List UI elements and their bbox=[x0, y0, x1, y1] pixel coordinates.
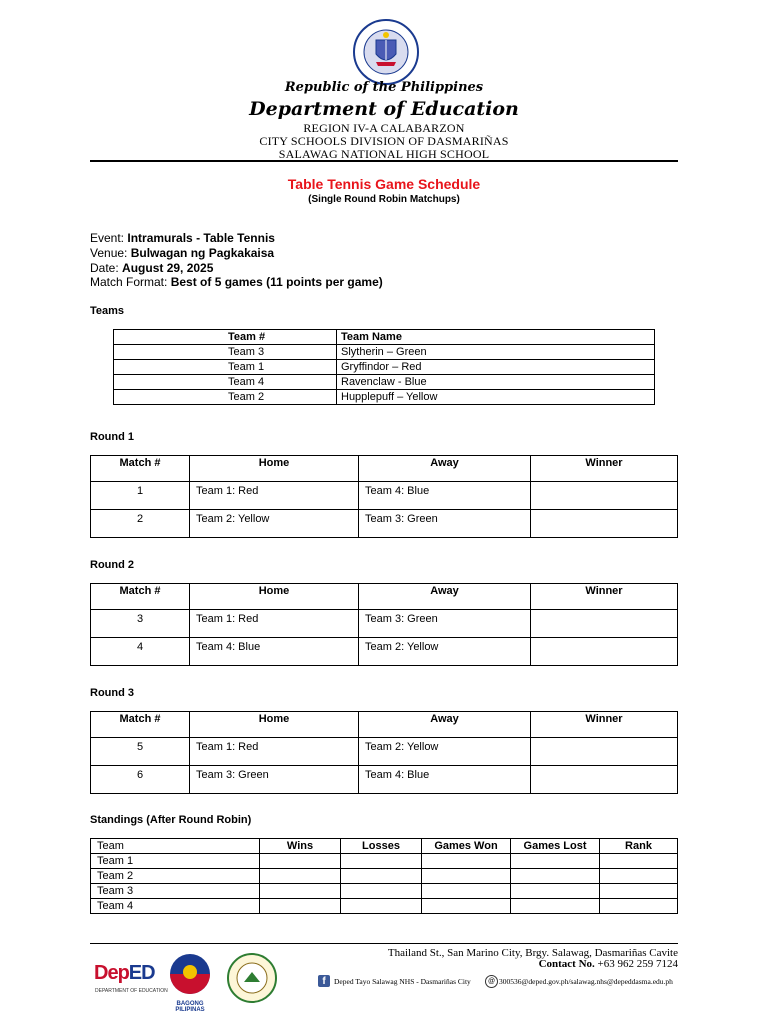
teams-table bbox=[113, 329, 655, 405]
contact-label: Contact No. bbox=[538, 958, 595, 970]
bagong-pilipinas-label: BAGONG PILIPINAS bbox=[175, 1001, 205, 1013]
round-2-heading: Round 2 bbox=[90, 559, 134, 571]
table-row bbox=[91, 482, 678, 510]
header-home: Home bbox=[190, 712, 359, 738]
document-subtitle: (Single Round Robin Matchups) bbox=[308, 194, 460, 205]
rank-cell[interactable] bbox=[600, 884, 678, 899]
games-lost-cell[interactable] bbox=[511, 899, 600, 914]
contact-number: +63 962 259 7124 bbox=[597, 958, 678, 970]
footer-divider bbox=[90, 943, 678, 944]
games-won-cell[interactable] bbox=[422, 884, 511, 899]
header-team: Team bbox=[91, 839, 260, 854]
format-value: Best of 5 games (11 points per game) bbox=[170, 275, 383, 289]
header-away: Away bbox=[359, 584, 531, 610]
footer-address: Thailand St., San Marino City, Brgy. Salawag, Dasmariñas Cavite bbox=[387, 947, 678, 959]
winner-cell[interactable] bbox=[531, 510, 678, 538]
header-rank: Rank bbox=[600, 839, 678, 854]
email-icon: @ bbox=[485, 975, 498, 988]
home-cell: Team 2: Yellow bbox=[190, 510, 359, 538]
region-line: REGION IV-A CALABARZON bbox=[303, 121, 465, 135]
away-cell: Team 3: Green bbox=[359, 510, 531, 538]
table-row bbox=[91, 610, 678, 638]
header-team-name: Team Name bbox=[337, 330, 655, 345]
round-3-table bbox=[90, 711, 678, 794]
losses-cell[interactable] bbox=[341, 854, 422, 869]
footer-contact bbox=[539, 958, 678, 970]
table-header-row bbox=[91, 712, 678, 738]
team-num-cell: Team 2 bbox=[114, 390, 337, 405]
department-heading: Department of Education bbox=[249, 98, 519, 120]
header-games-lost: Games Lost bbox=[511, 839, 600, 854]
round-1-table bbox=[90, 455, 678, 538]
standings-table bbox=[90, 838, 678, 914]
home-cell: Team 1: Red bbox=[190, 738, 359, 766]
header-match: Match # bbox=[91, 584, 190, 610]
table-header-row bbox=[114, 330, 655, 345]
table-row bbox=[91, 738, 678, 766]
deped-seal bbox=[352, 18, 420, 86]
round-2-table bbox=[90, 583, 678, 666]
document-title: Table Tennis Game Schedule bbox=[287, 176, 481, 192]
away-cell: Team 2: Yellow bbox=[359, 638, 531, 666]
school-logo bbox=[226, 952, 278, 1004]
away-cell: Team 4: Blue bbox=[359, 766, 531, 794]
table-row bbox=[91, 510, 678, 538]
team-num-cell: Team 1 bbox=[114, 360, 337, 375]
division-line: CITY SCHOOLS DIVISION OF DASMARIÑAS bbox=[259, 134, 509, 148]
date-value: August 29, 2025 bbox=[122, 261, 214, 275]
email-address[interactable]: 300536@deped.gov.ph/salawag.nhs@depeddasma.edu.ph bbox=[499, 977, 673, 986]
match-num-cell: 4 bbox=[91, 638, 190, 666]
header-match: Match # bbox=[91, 712, 190, 738]
home-cell: Team 4: Blue bbox=[190, 638, 359, 666]
wins-cell[interactable] bbox=[260, 899, 341, 914]
facebook-icon: f bbox=[318, 975, 330, 987]
deped-logo-caption: DEPARTMENT OF EDUCATION bbox=[95, 988, 168, 994]
table-row bbox=[114, 375, 655, 390]
home-cell: Team 3: Green bbox=[190, 766, 359, 794]
table-row bbox=[91, 854, 678, 869]
team-name-cell: Hupplepuff – Yellow bbox=[337, 390, 655, 405]
standings-heading: Standings (After Round Robin) bbox=[90, 814, 252, 826]
team-name-cell: Slytherin – Green bbox=[337, 345, 655, 360]
wins-cell[interactable] bbox=[260, 869, 341, 884]
round-1-heading: Round 1 bbox=[90, 431, 134, 443]
losses-cell[interactable] bbox=[341, 899, 422, 914]
match-num-cell: 1 bbox=[91, 482, 190, 510]
table-row bbox=[114, 345, 655, 360]
table-row bbox=[114, 360, 655, 375]
match-num-cell: 6 bbox=[91, 766, 190, 794]
rank-cell[interactable] bbox=[600, 869, 678, 884]
table-header-row bbox=[91, 839, 678, 854]
winner-cell[interactable] bbox=[531, 610, 678, 638]
team-cell: Team 1 bbox=[91, 854, 260, 869]
header-away: Away bbox=[359, 712, 531, 738]
team-cell: Team 4 bbox=[91, 899, 260, 914]
facebook-page[interactable]: Deped Tayo Salawag NHS - Dasmariñas City bbox=[334, 977, 471, 986]
losses-cell[interactable] bbox=[341, 869, 422, 884]
team-name-cell: Gryffindor – Red bbox=[337, 360, 655, 375]
team-num-cell: Team 3 bbox=[114, 345, 337, 360]
home-cell: Team 1: Red bbox=[190, 482, 359, 510]
team-num-cell: Team 4 bbox=[114, 375, 337, 390]
winner-cell[interactable] bbox=[531, 738, 678, 766]
match-num-cell: 5 bbox=[91, 738, 190, 766]
header-winner: Winner bbox=[531, 712, 678, 738]
games-lost-cell[interactable] bbox=[511, 884, 600, 899]
table-row bbox=[114, 390, 655, 405]
match-num-cell: 3 bbox=[91, 610, 190, 638]
winner-cell[interactable] bbox=[531, 766, 678, 794]
rank-cell[interactable] bbox=[600, 854, 678, 869]
away-cell: Team 4: Blue bbox=[359, 482, 531, 510]
losses-cell[interactable] bbox=[341, 884, 422, 899]
header-home: Home bbox=[190, 456, 359, 482]
format-label: Match Format: bbox=[90, 275, 168, 289]
header-losses: Losses bbox=[341, 839, 422, 854]
away-cell: Team 2: Yellow bbox=[359, 738, 531, 766]
header-winner: Winner bbox=[531, 456, 678, 482]
away-cell: Team 3: Green bbox=[359, 610, 531, 638]
school-line: SALAWAG NATIONAL HIGH SCHOOL bbox=[278, 147, 490, 161]
team-name-cell: Ravenclaw - Blue bbox=[337, 375, 655, 390]
teams-heading: Teams bbox=[90, 305, 125, 317]
winner-cell[interactable] bbox=[531, 638, 678, 666]
team-cell: Team 2 bbox=[91, 869, 260, 884]
date-label: Date: bbox=[90, 261, 119, 275]
header-team-num: Team # bbox=[114, 330, 337, 345]
header-games-won: Games Won bbox=[422, 839, 511, 854]
winner-cell[interactable] bbox=[531, 482, 678, 510]
games-won-cell[interactable] bbox=[422, 854, 511, 869]
header-wins: Wins bbox=[260, 839, 341, 854]
date-line bbox=[90, 261, 213, 275]
table-row bbox=[91, 884, 678, 899]
header-match: Match # bbox=[91, 456, 190, 482]
team-cell: Team 3 bbox=[91, 884, 260, 899]
venue-value: Bulwagan ng Pagkakaisa bbox=[130, 246, 275, 260]
games-won-cell[interactable] bbox=[422, 869, 511, 884]
games-won-cell[interactable] bbox=[422, 899, 511, 914]
table-header-row bbox=[91, 584, 678, 610]
event-line bbox=[90, 231, 275, 245]
match-num-cell: 2 bbox=[91, 510, 190, 538]
header-divider bbox=[90, 160, 678, 162]
round-3-heading: Round 3 bbox=[90, 687, 134, 699]
wins-cell[interactable] bbox=[260, 854, 341, 869]
table-row bbox=[91, 869, 678, 884]
venue-label: Venue: bbox=[90, 246, 128, 260]
event-value: Intramurals - Table Tennis bbox=[127, 231, 275, 245]
wins-cell[interactable] bbox=[260, 884, 341, 899]
home-cell: Team 1: Red bbox=[190, 610, 359, 638]
rank-cell[interactable] bbox=[600, 899, 678, 914]
bagong-pilipinas-logo bbox=[168, 952, 212, 1000]
header-home: Home bbox=[190, 584, 359, 610]
header-winner: Winner bbox=[531, 584, 678, 610]
table-row bbox=[91, 899, 678, 914]
deped-logo: DepED bbox=[94, 962, 155, 984]
table-row bbox=[91, 766, 678, 794]
venue-line bbox=[90, 246, 274, 260]
games-lost-cell[interactable] bbox=[511, 854, 600, 869]
header-away: Away bbox=[359, 456, 531, 482]
event-label: Event: bbox=[90, 231, 125, 245]
republic-heading: Republic of the Philippines bbox=[284, 80, 484, 95]
table-row bbox=[91, 638, 678, 666]
games-lost-cell[interactable] bbox=[511, 869, 600, 884]
table-header-row bbox=[91, 456, 678, 482]
format-line bbox=[90, 275, 383, 289]
